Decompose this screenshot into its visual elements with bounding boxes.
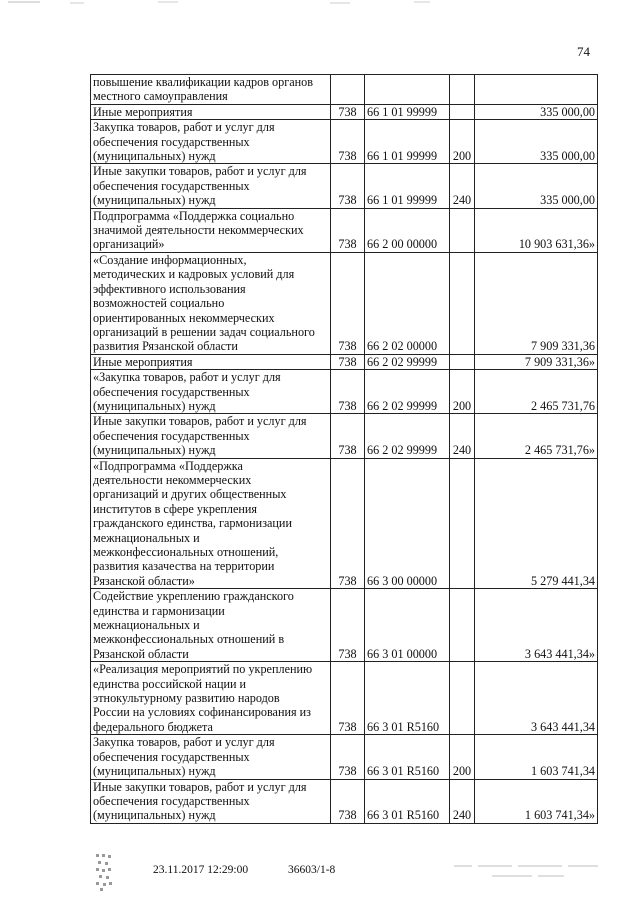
- page-number: 74: [577, 44, 590, 59]
- row-name-cell: [91, 164, 331, 208]
- row-csr-cell: 66 1 01 99999: [365, 104, 450, 119]
- row-csr-cell: 66 3 01 R5160: [365, 662, 450, 735]
- table-row: [91, 735, 598, 779]
- row-sum-cell: 1 603 741,34»: [475, 779, 598, 823]
- row-sum-cell: 3 643 441,34: [475, 662, 598, 735]
- row-name-line: местного самоуправления: [93, 89, 228, 104]
- row-name-line: Иные мероприятия: [93, 104, 193, 119]
- row-name-cell: [91, 252, 331, 354]
- row-sum-cell: 2 465 731,76: [475, 370, 598, 414]
- row-name-line: «Реализация мероприятий по укреплению: [93, 662, 313, 677]
- row-vr-cell: 240: [450, 779, 475, 823]
- row-name-line: Рязанской области: [93, 646, 189, 661]
- row-vr-cell: [450, 75, 475, 105]
- row-name-line: возможностей социально: [93, 296, 225, 311]
- row-sum-cell: 10 903 631,36»: [475, 208, 598, 252]
- row-name-cell: [91, 75, 331, 105]
- row-name-line: (муниципальных) нужд: [93, 808, 216, 823]
- row-name-line: Содействие укреплению гражданского: [93, 589, 294, 604]
- row-ved-cell: [331, 75, 365, 105]
- table-row: [91, 589, 598, 662]
- row-name-line: межконфессиональных отношений в: [93, 632, 285, 647]
- row-name-cell: [91, 370, 331, 414]
- row-csr-cell: [365, 75, 450, 105]
- row-sum-cell: 335 000,00: [475, 120, 598, 164]
- table-row: [91, 75, 598, 105]
- row-ved-cell: 738: [331, 414, 365, 458]
- budget-table-body: [91, 75, 598, 824]
- row-csr-cell: 66 3 01 00000: [365, 589, 450, 662]
- row-name-line: «Создание информационных,: [93, 252, 247, 267]
- row-csr-cell: 66 3 01 R5160: [365, 779, 450, 823]
- row-name-line: организаций и других общественных: [93, 487, 287, 502]
- row-sum-cell: 7 909 331,36»: [475, 354, 598, 369]
- table-row: [91, 252, 598, 354]
- row-name-cell: [91, 662, 331, 735]
- faint-watermark-marks: [452, 860, 602, 884]
- row-name-line: обеспечения государственных: [93, 134, 250, 149]
- row-sum-cell: 335 000,00: [475, 164, 598, 208]
- row-csr-cell: 66 2 00 00000: [365, 208, 450, 252]
- row-sum-cell: 2 465 731,76»: [475, 414, 598, 458]
- row-ved-cell: 738: [331, 120, 365, 164]
- row-ved-cell: 738: [331, 370, 365, 414]
- budget-table: [90, 74, 598, 824]
- row-ved-cell: 738: [331, 662, 365, 735]
- row-sum-cell: [475, 75, 598, 105]
- row-name-line: «Подпрограмма «Поддержка: [93, 458, 243, 473]
- row-vr-cell: [450, 104, 475, 119]
- footer-timestamp: 23.11.2017 12:29:00: [153, 864, 249, 876]
- row-name-line: эффективного использования: [93, 281, 246, 296]
- row-csr-cell: 66 2 02 99999: [365, 370, 450, 414]
- row-name-line: Закупка товаров, работ и услуг для: [93, 735, 275, 750]
- table-row: [91, 370, 598, 414]
- row-name-cell: [91, 104, 331, 119]
- row-name-line: этнокультурному развитию народов: [93, 691, 280, 706]
- row-ved-cell: 738: [331, 104, 365, 119]
- row-ved-cell: 738: [331, 779, 365, 823]
- row-name-cell: [91, 458, 331, 589]
- row-csr-cell: 66 3 00 00000: [365, 458, 450, 589]
- row-name-cell: [91, 414, 331, 458]
- row-name-line: федерального бюджета: [93, 719, 213, 734]
- row-name-line: единства российской нации и: [93, 676, 247, 691]
- row-vr-cell: [450, 662, 475, 735]
- row-sum-cell: 335 000,00: [475, 104, 598, 119]
- row-csr-cell: 66 3 01 R5160: [365, 735, 450, 779]
- row-name-cell: [91, 779, 331, 823]
- row-vr-cell: 200: [450, 120, 475, 164]
- row-name-line: обеспечения государственных: [93, 178, 250, 193]
- row-sum-cell: 1 603 741,34: [475, 735, 598, 779]
- row-vr-cell: [450, 252, 475, 354]
- row-name-line: Подпрограмма «Поддержка социально: [93, 208, 295, 223]
- table-row: [91, 208, 598, 252]
- row-vr-cell: 240: [450, 164, 475, 208]
- row-name-line: России на условиях софинансирования из: [93, 705, 311, 720]
- row-name-line: Иные закупки товаров, работ и услуг для: [93, 779, 307, 794]
- row-name-line: Иные мероприятия: [93, 354, 193, 369]
- footer-doc-number: 36603/1-8: [288, 864, 336, 876]
- row-csr-cell: 66 1 01 99999: [365, 120, 450, 164]
- row-name-line: (муниципальных) нужд: [93, 443, 216, 458]
- row-name-cell: [91, 354, 331, 369]
- row-vr-cell: 240: [450, 414, 475, 458]
- barcode-stamp-icon: [94, 852, 114, 892]
- row-csr-cell: 66 2 02 99999: [365, 414, 450, 458]
- row-name-line: институтов в сфере укрепления: [93, 501, 258, 516]
- row-vr-cell: [450, 589, 475, 662]
- row-name-line: повышение квалификации кадров органов: [93, 75, 313, 89]
- row-name-line: (муниципальных) нужд: [93, 193, 216, 208]
- row-vr-cell: 200: [450, 735, 475, 779]
- row-name-line: Рязанской области»: [93, 573, 195, 588]
- row-sum-cell: 7 909 331,36: [475, 252, 598, 354]
- row-vr-cell: [450, 208, 475, 252]
- row-name-line: межконфессиональных отношений,: [93, 545, 279, 559]
- row-vr-cell: 200: [450, 370, 475, 414]
- row-name-line: развития казачества на территории: [93, 559, 275, 574]
- table-row: [91, 414, 598, 458]
- table-row: [91, 164, 598, 208]
- row-name-line: обеспечения государственных: [93, 793, 250, 808]
- row-name-line: межнациональных и: [93, 530, 200, 545]
- row-ved-cell: 738: [331, 589, 365, 662]
- row-name-line: организаций»: [93, 237, 165, 252]
- row-name-line: (муниципальных) нужд: [93, 764, 216, 779]
- row-name-line: гражданского единства, гармонизации: [93, 516, 292, 531]
- table-row: [91, 354, 598, 369]
- table-row: [91, 458, 598, 589]
- row-csr-cell: 66 1 01 99999: [365, 164, 450, 208]
- row-name-line: Иные закупки товаров, работ и услуг для: [93, 164, 307, 179]
- row-name-line: развития Рязанской области: [93, 339, 238, 354]
- row-name-line: «Закупка товаров, работ и услуг для: [93, 370, 281, 385]
- table-row: [91, 779, 598, 823]
- row-name-line: ориентированных некоммерческих: [93, 310, 275, 325]
- row-name-line: Закупка товаров, работ и услуг для: [93, 120, 275, 135]
- table-row: [91, 104, 598, 119]
- row-csr-cell: 66 2 02 99999: [365, 354, 450, 369]
- row-vr-cell: [450, 458, 475, 589]
- row-ved-cell: 738: [331, 735, 365, 779]
- row-name-line: межнациональных и: [93, 618, 200, 633]
- row-name-line: деятельности некоммерческих: [93, 472, 252, 487]
- row-vr-cell: [450, 354, 475, 369]
- row-name-line: методических и кадровых условий для: [93, 267, 295, 282]
- table-row: [91, 120, 598, 164]
- row-name-line: обеспечения государственных: [93, 428, 250, 443]
- row-name-line: Иные закупки товаров, работ и услуг для: [93, 414, 307, 429]
- row-ved-cell: 738: [331, 164, 365, 208]
- row-csr-cell: 66 2 02 00000: [365, 252, 450, 354]
- row-sum-cell: 3 643 441,34»: [475, 589, 598, 662]
- row-name-cell: [91, 208, 331, 252]
- row-name-cell: [91, 120, 331, 164]
- row-name-line: (муниципальных) нужд: [93, 398, 216, 413]
- row-ved-cell: 738: [331, 458, 365, 589]
- row-name-line: обеспечения государственных: [93, 749, 250, 764]
- row-name-line: обеспечения государственных: [93, 384, 250, 399]
- row-ved-cell: 738: [331, 354, 365, 369]
- row-ved-cell: 738: [331, 252, 365, 354]
- row-name-line: организаций в решении задач социального: [93, 324, 315, 339]
- row-name-line: (муниципальных) нужд: [93, 149, 216, 164]
- scan-edge-marks: [0, 0, 640, 6]
- table-row: [91, 662, 598, 735]
- row-name-line: значимой деятельности некоммерческих: [93, 223, 304, 238]
- row-name-line: единства и гармонизации: [93, 603, 225, 618]
- row-sum-cell: 5 279 441,34: [475, 458, 598, 589]
- row-name-cell: [91, 589, 331, 662]
- row-ved-cell: 738: [331, 208, 365, 252]
- row-name-cell: [91, 735, 331, 779]
